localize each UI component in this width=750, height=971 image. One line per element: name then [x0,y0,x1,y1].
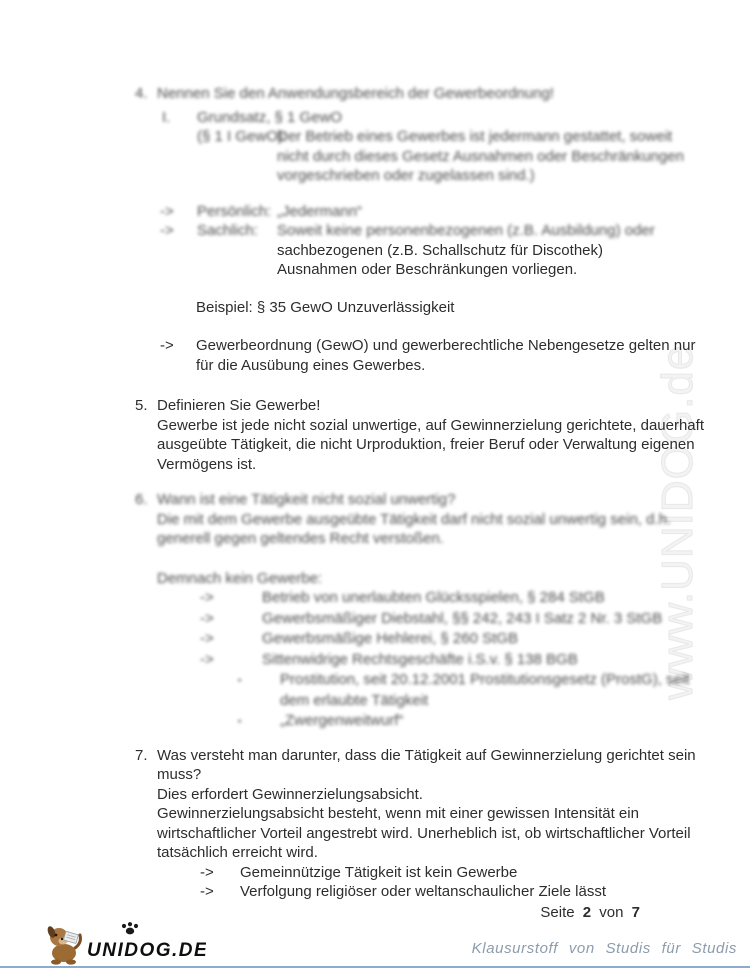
q7-answer-row-2 [135,804,640,824]
question-4-grundsatz-row [135,108,640,128]
indent-spacer [135,336,160,356]
indent-spacer [135,529,157,549]
question-4-title-row [135,84,640,104]
conclusion-text-line: für die Ausübung eines Gewerbes. [196,356,426,374]
q5-answer-row-3 [135,455,640,475]
indent-spacer [135,166,277,186]
law-quote-row-1 [135,127,673,147]
indent-spacer [135,147,277,167]
question-7-title-cont: muss? [157,766,202,783]
paw-print-icon [122,922,138,934]
arrow-marker: -> [160,222,174,239]
sachlich-text-line: Ausnahmen oder Beschränkungen vorliegen. [277,261,578,278]
unidog-logo-text: UNIDOG.DE [87,940,206,961]
indent-spacer [135,609,200,630]
unidog-logo [46,920,206,970]
question-4-title: Nennen Sie den Anwendungsbereich der Gewerbeordnung! [157,85,554,102]
footer-divider [0,966,750,968]
bullet-text: Sittenwidrige Rechtsgeschäfte i.S.v. § 138 BGB [262,650,578,668]
indent-spacer [135,629,200,650]
q6-answer-row-2 [135,529,640,549]
question-5-title: Definieren Sie Gewerbe! [157,397,321,414]
answer-text-line: tatsächlich erreicht wird. [157,844,318,861]
indent-spacer [135,221,160,241]
page-number-middle: von [599,903,624,921]
answer-text-line: Die mit dem Gewerbe ausgeübte Tätigkeit darf nicht sozial unwertig sein, d.h. [157,510,672,528]
indent-spacer [135,455,157,475]
question-7-title-row-2 [135,765,640,785]
unidog-logo-graphic [46,920,206,966]
demnach-row [135,569,640,589]
conclusion-text-line: Gewerbeordnung (GewO) und gewerberechtliche Nebengesetze gelten nur [196,337,696,354]
sub-bullet-text: Prostitution, seit 20.12.2001 Prostitutionsgesetz (ProstG), seit [280,671,690,688]
q6-sub-bullet-row-2 [135,711,640,732]
demnach-text: Demnach kein Gewerbe: [157,569,323,587]
law-quote-row-3 [135,166,640,186]
question-number: 7. [135,746,148,764]
arrow-marker: -> [200,630,214,647]
square-bullet-marker: ▪ [238,675,242,685]
indent-spacer [135,588,200,609]
law-reference: (§ 1 I GewO): [197,128,288,145]
q7-answer-row-1 [135,785,640,805]
answer-text-line: ausgeübte Tätigkeit, die nicht Urproduktion, freier Beruf oder Verwaltung eigenen [157,436,695,453]
sachlich-text-line: sachbezogenen (z.B. Schallschutz für Discothek) [277,241,603,259]
indent-spacer [135,569,157,589]
indent-spacer [135,435,157,455]
indent-spacer [135,416,157,436]
q5-answer-row-1 [135,416,704,436]
indent-spacer [135,824,157,844]
indent-spacer [135,843,157,863]
question-6-title: Wann ist eine Tätigkeit nicht sozial unwertig? [157,491,456,508]
grundsatz-label: Grundsatz, § 1 GewO [197,108,343,126]
indent-spacer [135,298,196,318]
bullet-text: Gewerbsmäßige Hehlerei, § 260 StGB [262,630,518,647]
q6-bullet-row-2 [135,609,663,630]
dog-mascot-icon [46,925,80,964]
indent-spacer [135,711,238,732]
question-5-title-row [135,396,640,416]
arrow-marker: -> [200,650,214,668]
bullet-text: Gewerbsmäßiger Diebstahl, §§ 242, 243 I Satz 2 Nr. 3 StGB [262,609,663,627]
q7-answer-row-3 [135,824,691,844]
arrow-marker: -> [200,589,214,606]
page-number-current: 2 [582,903,592,921]
beispiel-row [135,298,640,318]
q7-answer-row-4 [135,843,640,863]
arrow-marker: -> [200,883,214,900]
sachlich-row-2 [135,241,640,261]
sub-bullet-text: „Zwergenweitwurf“ [280,712,404,729]
sachlich-text-line: Soweit keine personenbezogenen (z.B. Ausbildung) oder [277,222,655,239]
law-quote-line: vorgeschrieben oder zugelassen sind.) [277,167,535,184]
q7-bullet-row-2 [135,882,640,902]
indent-spacer [135,804,157,824]
q6-answer-row-1 [135,510,672,530]
indent-spacer [135,691,280,712]
indent-spacer [135,670,238,691]
persoenlich-value: „Jedermann“ [277,202,363,220]
q6-sub-bullet-row-1b [135,691,640,712]
indent-spacer [135,863,200,883]
indent-spacer [135,241,277,261]
question-number: 4. [135,85,148,102]
sachlich-label: Sachlich: [197,222,258,239]
roman-numeral: I. [162,108,171,126]
footer-tagline: Klausurstoff von Studis für Studis [471,940,737,957]
q6-sub-bullet-row-1 [135,670,690,691]
arrow-marker: -> [160,202,174,220]
indent-spacer [135,510,157,530]
question-number: 6. [135,491,148,508]
sachlich-row-1 [135,221,655,241]
square-bullet-marker: ▪ [238,716,242,726]
indent-spacer [135,785,157,805]
question-7-title: Was versteht man darunter, dass die Tätigkeit auf Gewinnerzielung gerichtet sein [157,746,696,764]
watermark-text: www.UNIDOG.de [653,344,702,700]
answer-text-line: Dies erfordert Gewinnerzielungsabsicht. [157,785,423,803]
law-quote-line: nicht durch dieses Gesetz Ausnahmen oder Beschränkungen [277,147,684,165]
page-number-prefix: Seite [540,903,575,921]
q4-conclusion-row-2 [135,356,640,376]
indent-spacer [135,882,200,902]
q6-bullet-row-4 [135,650,640,671]
answer-text-line: Gewinnerzielungsabsicht besteht, wenn mit einer gewissen Intensität ein [157,805,639,822]
answer-text-line: wirtschaftlicher Vorteil angestrebt wird. Unerheblich ist, ob wirtschaftlicher Vorteil [157,824,691,842]
bullet-text: Verfolgung religiöser oder weltanschaulicher Ziele lässt [240,883,607,900]
persoenlich-label: Persönlich: [197,202,272,220]
indent-spacer [135,765,157,785]
indent-spacer [135,202,160,222]
beispiel-text: Beispiel: § 35 GewO Unzuverlässigkeit [196,298,455,316]
question-number: 5. [135,397,148,414]
indent-spacer [135,260,277,280]
q5-answer-row-2 [135,435,695,455]
arrow-marker: -> [200,609,214,627]
q6-bullet-row-1 [135,588,640,609]
law-quote-line: Der Betrieb eines Gewerbes ist jedermann gestattet, soweit [277,128,673,145]
bullet-text: Betrieb von unerlaubten Glücksspielen, § 284 StGB [262,589,605,606]
page-number [135,903,640,923]
sachlich-row-3 [135,260,640,280]
indent-spacer [135,127,197,147]
question-6-title-row [135,490,640,510]
answer-text-line: generell gegen geltendes Recht verstoßen. [157,530,444,547]
q6-bullet-row-3 [135,629,640,650]
question-7-title-row [135,746,696,766]
law-quote-row-2 [135,147,684,167]
sub-bullet-text: dem erlaubte Tätigkeit [280,691,429,709]
answer-text-line: Vermögens ist. [157,455,257,473]
indent-spacer [135,108,162,128]
bullet-text: Gemeinnützige Tätigkeit ist kein Gewerbe [240,863,518,881]
indent-spacer [135,650,200,671]
indent-spacer [135,356,196,376]
persoenlich-row [135,202,640,222]
arrow-marker: -> [160,337,174,354]
q4-conclusion-row-1 [135,336,696,356]
answer-text-line: Gewerbe ist jede nicht sozial unwertige, auf Gewinnerzielung gerichtete, dauerhaft [157,416,704,434]
page-number-total: 7 [631,903,640,921]
arrow-marker: -> [200,863,214,881]
q7-bullet-row-1 [135,863,640,883]
